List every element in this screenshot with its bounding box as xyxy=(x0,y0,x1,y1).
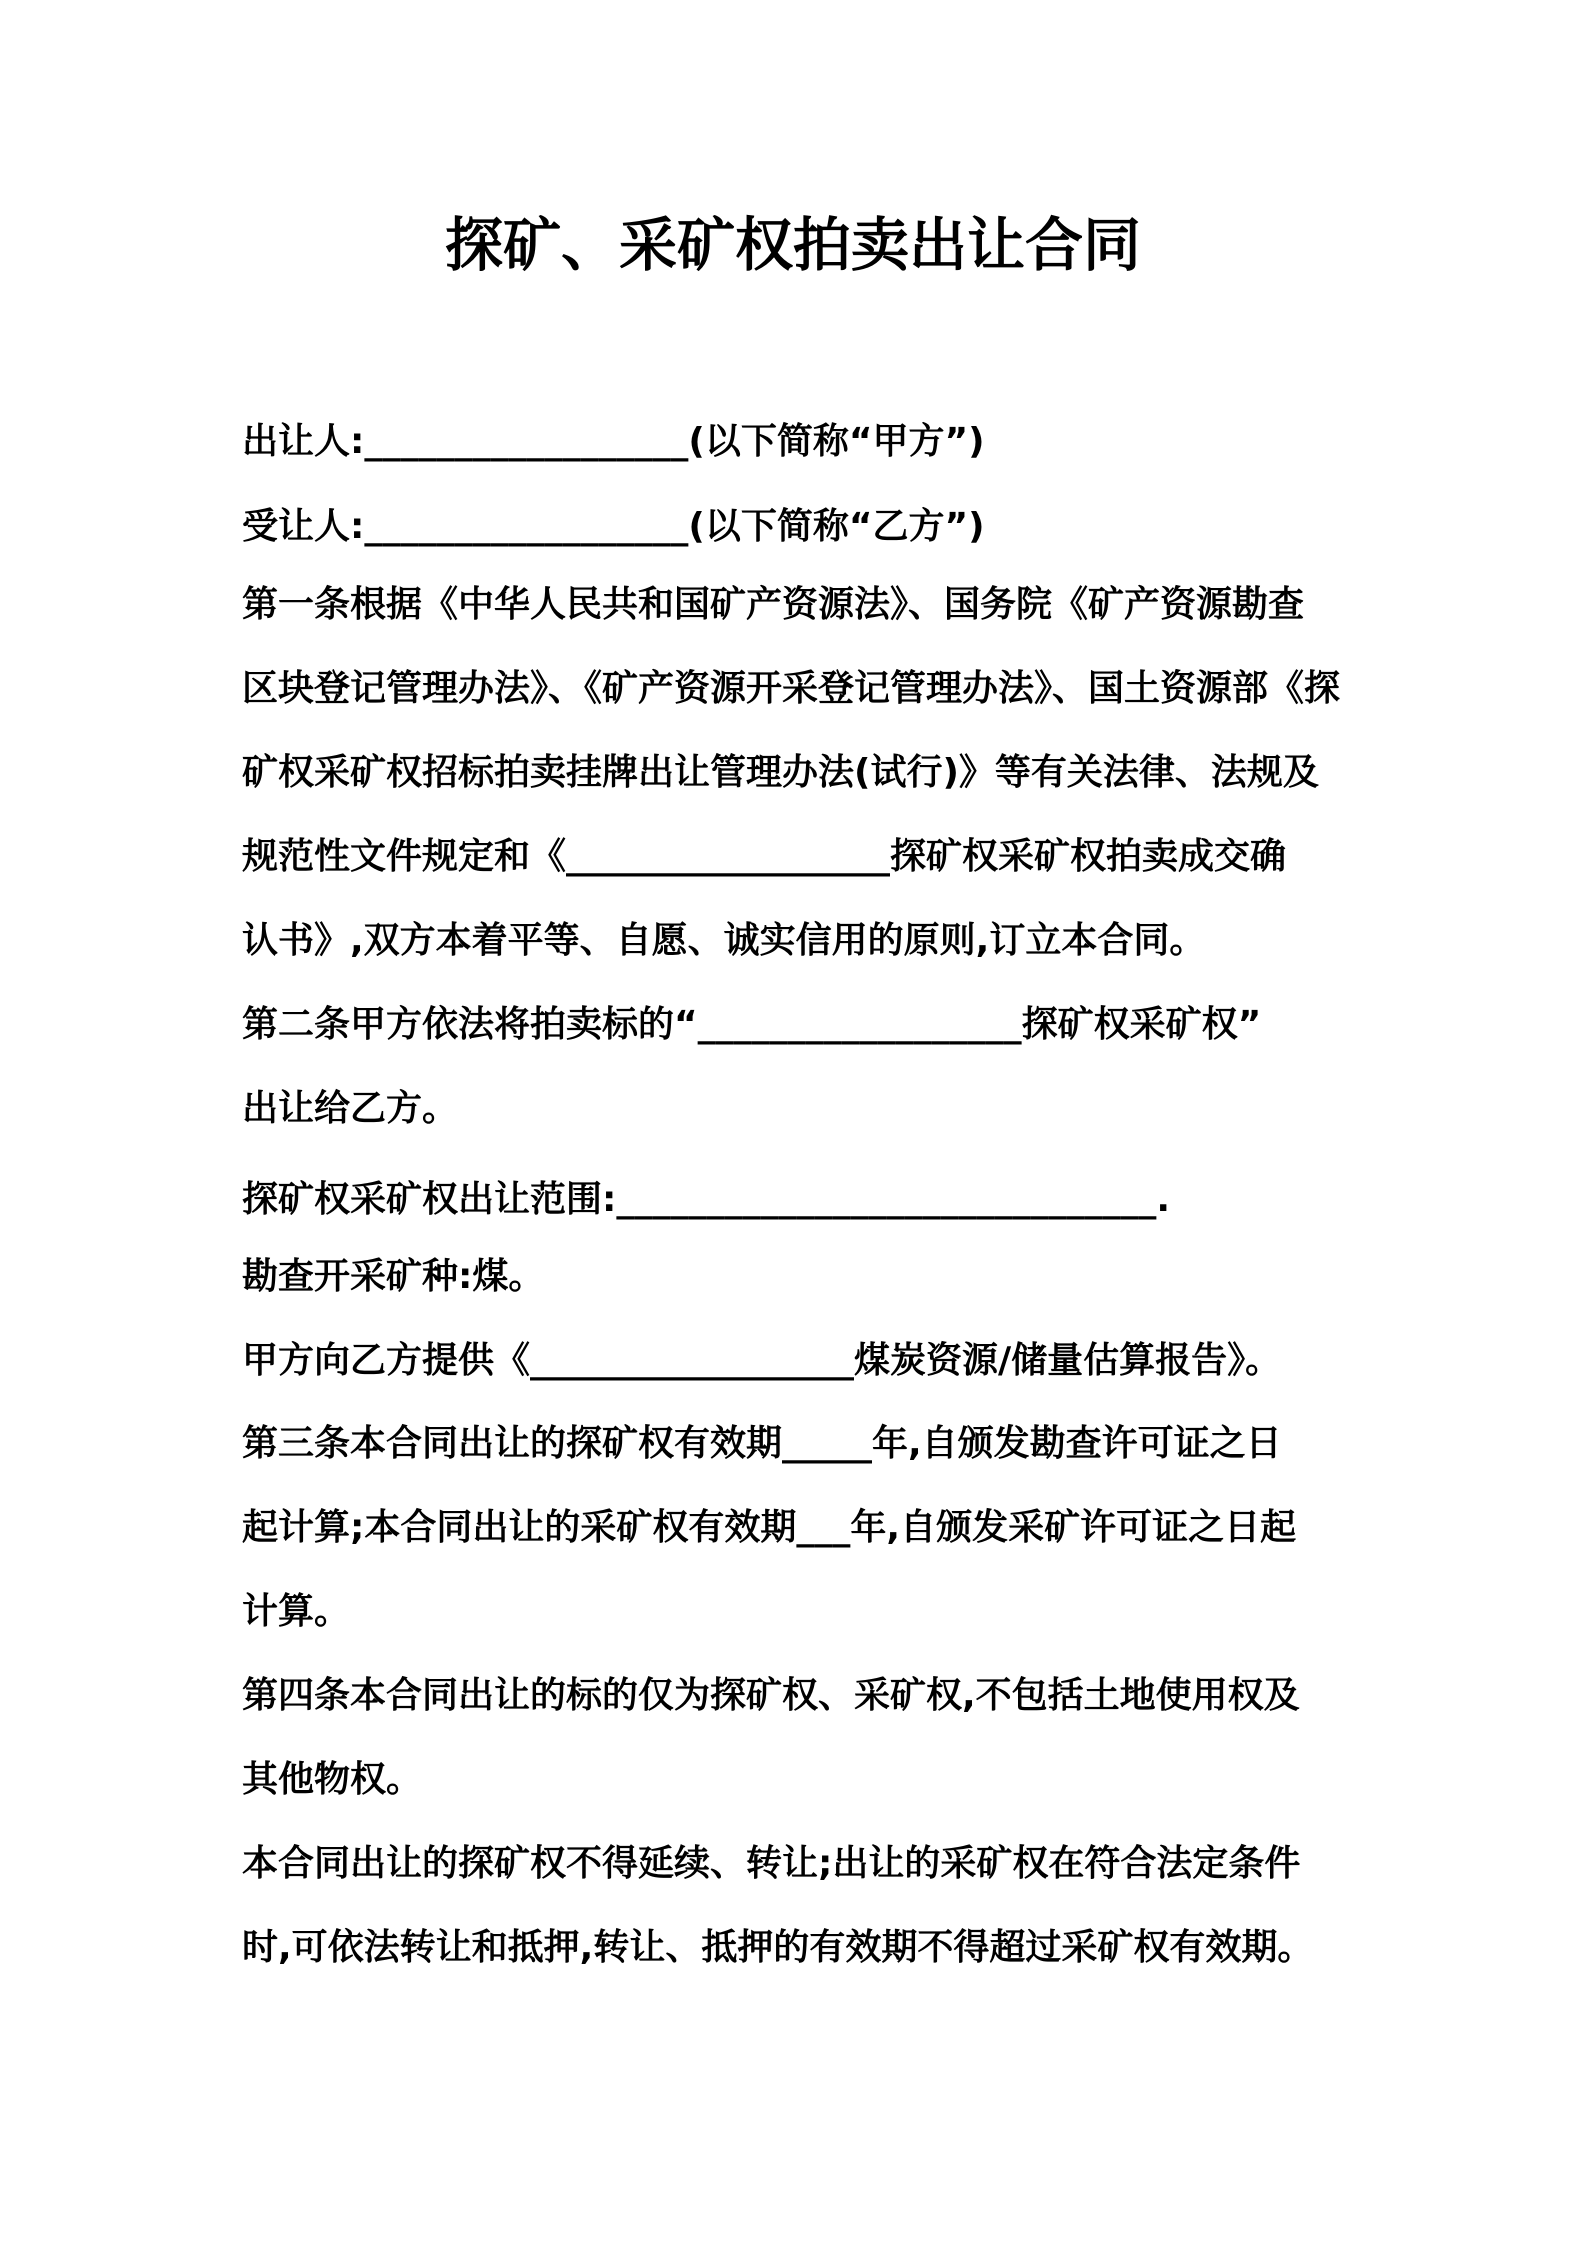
contract-line-transferee: 受让人:__________________(以下简称“乙方”) xyxy=(242,506,985,547)
contract-line: 第四条本合同出让的标的仅为探矿权、采矿权,不包括土地使用权及 xyxy=(242,1675,1300,1716)
contract-line: 计算。 xyxy=(242,1591,351,1632)
contract-line: 区块登记管理办法》、《矿产资源开采登记管理办法》、国土资源部《探 xyxy=(242,668,1341,709)
contract-line: 第二条甲方依法将拍卖标的“__________________探矿权采矿权” xyxy=(242,1004,1262,1045)
contract-line: 出让给乙方。 xyxy=(242,1088,459,1129)
contract-line-transferor: 出让人:__________________(以下简称“甲方”) xyxy=(242,421,985,462)
contract-line: 起计算;本合同出让的采矿权有效期___年,自颁发采矿许可证之日起 xyxy=(242,1507,1297,1548)
contract-line: 第一条根据《中华人民共和国矿产资源法》、国务院《矿产资源勘查 xyxy=(242,584,1305,625)
contract-line: 第三条本合同出让的探矿权有效期_____年,自颁发勘查许可证之日 xyxy=(242,1423,1282,1464)
contract-line: 规范性文件规定和《__________________探矿权采矿权拍卖成交确 xyxy=(242,836,1287,877)
contract-line: 认书》,双方本着平等、自愿、诚实信用的原则,订立本合同。 xyxy=(242,920,1206,961)
document-title: 探矿、采矿权拍卖出让合同 xyxy=(444,211,1141,279)
contract-line: 其他物权。 xyxy=(242,1759,423,1800)
contract-line: 时,可依法转让和抵押,转让、抵押的有效期不得超过采矿权有效期。 xyxy=(242,1927,1314,1968)
contract-line: 勘查开采矿种:煤。 xyxy=(242,1256,545,1297)
contract-line: 探矿权采矿权出让范围:______________________________. xyxy=(242,1179,1171,1220)
contract-line: 本合同出让的探矿权不得延续、转让;出让的采矿权在符合法定条件 xyxy=(242,1843,1301,1884)
contract-line: 甲方向乙方提供《__________________煤炭资源/储量估算报告》。 xyxy=(242,1340,1282,1381)
contract-line: 矿权采矿权招标拍卖挂牌出让管理办法(试行)》等有关法律、法规及 xyxy=(242,752,1319,793)
